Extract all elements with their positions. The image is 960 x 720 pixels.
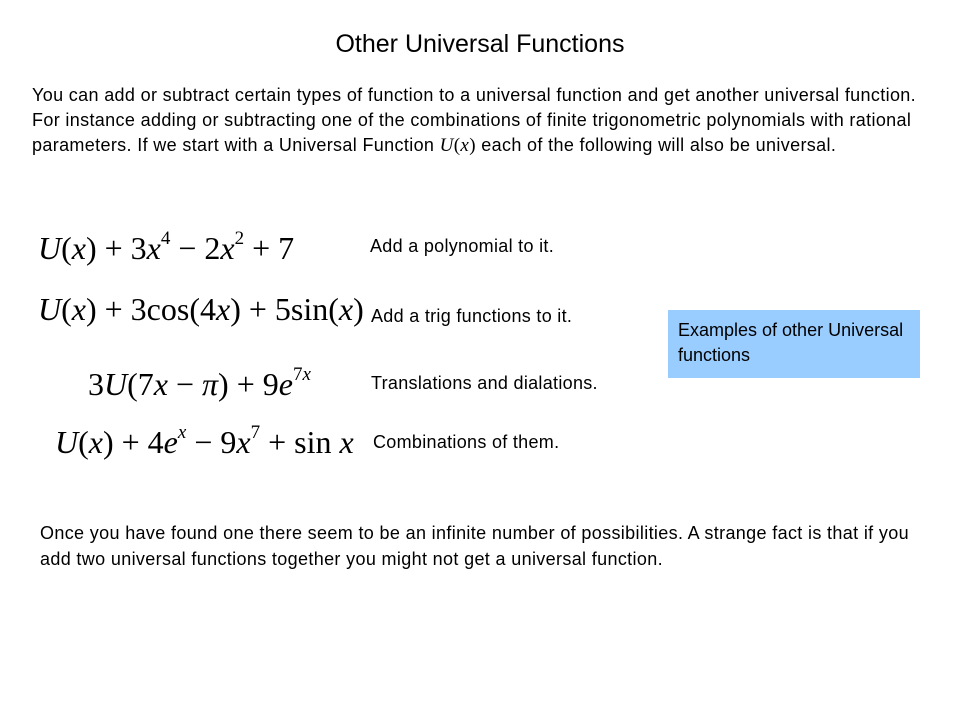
callout-box: [668, 310, 920, 378]
description-translation: Translations and dialations.: [371, 373, 598, 393]
formula-translation: $3U(7x - \pi) + 9e^{7x}$: [88, 364, 311, 402]
slide-title: Other Universal Functions: [335, 30, 625, 58]
outro-paragraph: Once you have found one there seem to be an infinite number of possibilities. A strange fact is that if you add two universal functions together you might not get a universal function.: [40, 523, 909, 569]
intro-text-start: You can add or subtract certain types of function to a universal function and get another universal function. For instance adding or subtracting one of the combinations of finite trigonometric polynomials with rational parameters. If we start with a Universal Function: [32, 85, 917, 155]
description-combination: Combinations of them.: [373, 432, 560, 452]
formula-combination: $U(x) + 4e^x - 9x^7 + \sin x$: [55, 422, 354, 460]
formula-polynomial: $U(x) + 3x^4 - 2x^2 + 7$: [38, 228, 295, 266]
callout-text: Examples of other Universal functions: [678, 320, 904, 365]
intro-text-end: each of the following will also be universal.: [475, 135, 837, 155]
description-trig: Add a trig functions to it.: [371, 306, 573, 326]
formula-trig: U(x) + 3cos(4x) + 5sin(x): [38, 291, 364, 327]
description-polynomial: Add a polynomial to it.: [370, 236, 554, 256]
intro-paragraph: [32, 83, 932, 158]
intro-inline-math: U(x): [439, 135, 476, 156]
